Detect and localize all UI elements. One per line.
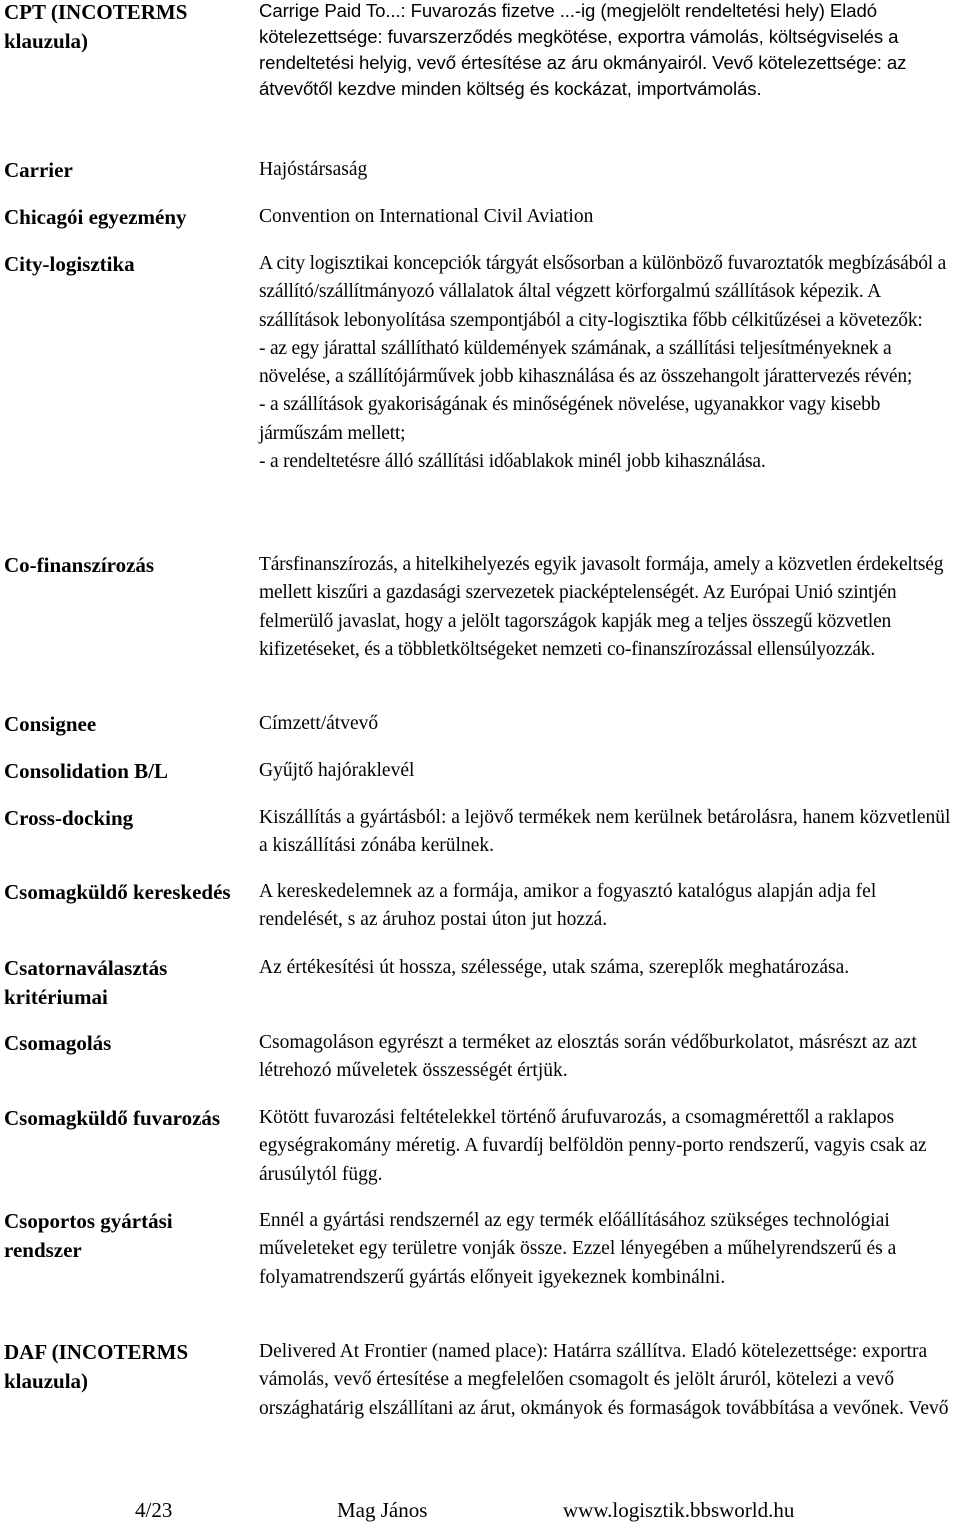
definition-point: - az egy járattal szállítható küldemények számának, a szállítási teljesítményeknek a növelése, a szállítójárművek jobb kihasználása és az összehangolt járattervezés révén; [259, 337, 913, 388]
term: Csomagküldő fuvarozás [4, 1106, 221, 1130]
definition: Delivered At Frontier (named place): Határra szállítva. Eladó kötelezettsége: exportra vámolás, vevő értesítése a megfelelően csomagolt és jelölt áruról, kötelezi a vevő országhatárig elszállítani az árut, okmányok és formaságok továbbítása a vevőnek. Vevő [259, 1341, 949, 1419]
definition: Gyűjtő hajóraklevél [259, 760, 415, 781]
definition: Hajóstársaság [259, 159, 368, 180]
definition: Kötött fuvarozási feltételekkel történő árufuvarozás, a csomagmérettől a raklapos egységrakomány méretig. A fuvardíj belföldön penny-porto rendszerű, vagyis csak az árusúlytól függ. [259, 1107, 927, 1185]
definition: Kiszállítás a gyártásból: a lejövő termékek nem kerülnek betárolásra, hanem közvetlenül a kiszállítási zónába kerülnek. [259, 807, 951, 857]
term: Csomagküldő kereskedés [4, 880, 231, 904]
term: Csoportos gyártási rendszer [4, 1209, 173, 1262]
definition-point: - a rendeltetésre álló szállítási időablakok minél jobb kihasználása. [259, 451, 766, 473]
term: CPT (INCOTERMS klauzula) [4, 0, 188, 53]
definition: A kereskedelemnek az a formája, amikor a fogyasztó katalógus alapján adja fel rendelését, s az áruhoz postai úton jut hozzá. [259, 881, 877, 931]
definition: Társfinanszírozás, a hitelkihelyezés egyik javasolt formája, amely a közvetlen érdekeltség mellett kiszűri a gazdasági szervezetek piacképtelenségét. Az Európai Unió szintjén felmerülő javaslat, hogy a jelölt tagországok kapják meg a teljes összegű közvetlen kifizetéseket, és a többletköltségeket nemzeti co-finanszírozással ellensúlyozzák. [259, 554, 944, 660]
definition: A city logisztikai koncepciók tárgyát elsősorban a különböző fuvaroztatók megbízásából a szállító/szállítmányozó vállalatok által végzett körforgalmú szállítások képezik. A szállítások lebonyolítása szempontjából a city-logisztika főbb célkitűzései a követezők: [259, 253, 947, 331]
term: Consignee [4, 712, 97, 736]
definition-block [259, 250, 959, 476]
definition: Carrige Paid To...: Fuvarozás fizetve ...-ig (megjelölt rendeltetési hely) Eladó kötelezettsége: fuvarszerződés megkötése, exportra vámolás, költségviselés a rendeltetési helyig, vevő értesítése az áru okmányairól. Vevő kötelezettsége: az átvevőtől kezdve minden költség és kockázat, importvámolás. [259, 0, 907, 99]
term: DAF (INCOTERMS klauzula) [4, 1340, 189, 1393]
term: Carrier [4, 158, 73, 182]
definition: Convention on International Civil Aviation [259, 206, 594, 227]
page-footer [0, 1496, 960, 1524]
term: Consolidation B/L [4, 759, 168, 783]
footer-author: Mag János [337, 1498, 428, 1522]
term: Co-finanszírozás [4, 553, 155, 577]
footer-website: www.logisztik.bbsworld.hu [563, 1498, 795, 1522]
definition: Címzett/átvevő [259, 713, 379, 734]
term: Cross-docking [4, 806, 134, 830]
term: Csomagolás [4, 1031, 112, 1055]
term: City-logisztika [4, 252, 135, 276]
term: Chicagói egyezmény [4, 205, 187, 229]
definition: Ennél a gyártási rendszernél az egy termék előállításához szükséges technológiai műveleteket egy területre vonják össze. Ezzel lényegében a műhelyrendszerű és a folyamatrendszerű gyártás előnyeit igyekeznek kombinálni. [259, 1210, 897, 1288]
definition: Az értékesítési út hossza, szélessége, utak száma, szereplők meghatározása. [259, 957, 850, 978]
term: Csatornaválasztás kritériumai [4, 956, 168, 1009]
definition-point: - a szállítások gyakoriságának és minőségének növelése, ugyanakkor vagy kisebb járműszám mellett; [259, 394, 881, 444]
page-number: 4/23 [135, 1498, 173, 1522]
definition: Csomagoláson egyrészt a terméket az elosztás során védőburkolatot, másrészt az azt létrehozó műveletek összességét értjük. [259, 1032, 917, 1082]
